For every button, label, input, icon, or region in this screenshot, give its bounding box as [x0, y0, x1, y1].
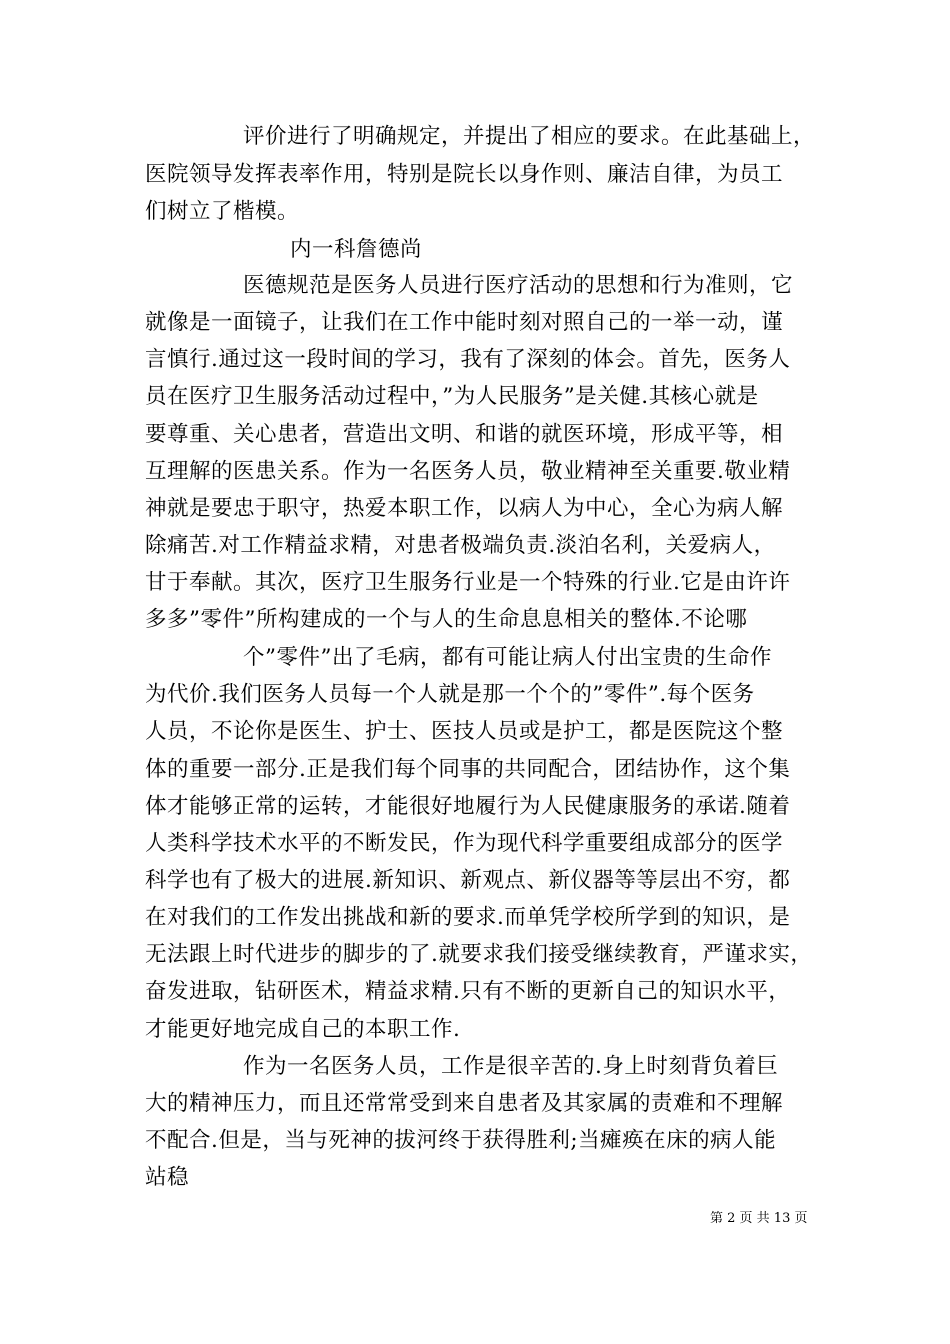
text-line: 多多”零件”所构建成的一个与人的生命息息相关的整体.不论哪: [145, 607, 748, 632]
text-line: 无法跟上时代进步的脚步的了.就要求我们接受继续教育，严谨求实，: [145, 942, 813, 967]
text-line: 作为一名医务人员，工作是很辛苦的.身上时刻背负着巨: [243, 1054, 779, 1079]
text-line: 科学也有了极大的进展.新知识、新观点、新仪器等等层出不穷，都: [145, 868, 791, 893]
page-number: 第 2 页 共 13 页: [710, 1211, 808, 1226]
text-line: 医德规范是医务人员进行医疗活动的思想和行为准则，它: [243, 273, 794, 298]
text-line: 站稳: [145, 1165, 190, 1190]
text-line: 为代价.我们医务人员每一个人就是那一个个的”零件”.每个医务: [145, 682, 755, 707]
text-line: 们树立了楷模。: [145, 199, 300, 224]
text-line: 才能更好地完成自己的本职工作.: [145, 1017, 461, 1042]
text-line: 言慎行.通过这一段时间的学习，我有了深刻的体会。首先，医务人: [145, 347, 791, 372]
text-line: 人员，不论你是医生、护士、医技人员或是护工，都是医院这个整: [145, 719, 784, 744]
text-line: 个”零件”出了毛病，都有可能让病人付出宝贵的生命作: [243, 645, 772, 670]
text-line: 体才能够正常的运转，才能很好地履行为人民健康服务的承诺.随着: [145, 794, 791, 819]
text-line: 大的精神压力，而且还常常受到来自患者及其家属的责难和不理解: [145, 1091, 784, 1116]
text-line: 神就是要忠于职守，热爱本职工作，以病人为中心，全心为病人解: [145, 496, 784, 521]
text-line: 员在医疗卫生服务活动过程中，”为人民服务”是关健.其核心就是: [145, 384, 759, 409]
text-line: 体的重要一部分.正是我们每个同事的共同配合，团结协作，这个集: [145, 757, 791, 782]
text-line: 甘于奉献。其次，医疗卫生服务行业是一个特殊的行业.它是由许许: [145, 570, 791, 595]
text-line: 互理解的医患关系。作为一名医务人员，敬业精神至关重要.敬业精: [145, 459, 791, 484]
text-line: 在对我们的工作发出挑战和新的要求.而单凭学校所学到的知识，是: [145, 905, 791, 930]
text-line: 要尊重、关心患者，营造出文明、和谐的就医环境，形成平等，相: [145, 422, 784, 447]
author-line: 内一科詹德尚: [290, 237, 423, 262]
text-line: 评价进行了明确规定，并提出了相应的要求。在此基础上，: [243, 124, 816, 149]
text-line: 不配合.但是，当与死神的拔河终于获得胜利;当瘫痪在床的病人能: [145, 1128, 777, 1153]
text-line: 人类科学技术水平的不断发民，作为现代科学重要组成部分的医学: [145, 831, 784, 856]
text-line: 除痛苦.对工作精益求精，对患者极端负责.淡泊名利，关爱病人，: [145, 533, 776, 558]
text-line: 医院领导发挥表率作用，特别是院长以身作则、廉洁自律，为员工: [145, 162, 784, 187]
text-line: 就像是一面镜子，让我们在工作中能时刻对照自己的一举一动，谨: [145, 310, 784, 335]
text-line: 奋发进取，钻研医术，精益求精.只有不断的更新自己的知识水平，: [145, 979, 791, 1004]
